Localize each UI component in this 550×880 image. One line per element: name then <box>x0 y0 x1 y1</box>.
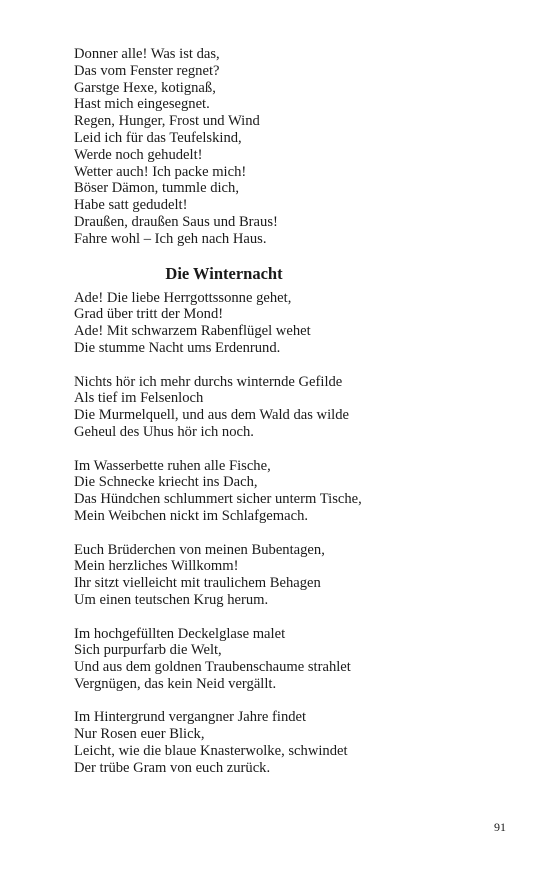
poem-line: Sich purpurfarb die Welt, <box>74 642 222 659</box>
poem-line: Wetter auch! Ich packe mich! <box>74 163 247 180</box>
poem-line: Ade! Die liebe Herrgottssonne gehet, <box>74 289 292 306</box>
poem-title: Die Winternacht <box>165 263 283 283</box>
poem-line: Leid ich für das Teufelskind, <box>74 129 242 146</box>
page-number: 91 <box>494 820 506 834</box>
intro-stanza <box>74 46 494 248</box>
poem-line: Der trübe Gram von euch zurück. <box>74 759 271 776</box>
poem-line: Werde noch gehudelt! <box>74 146 203 163</box>
poem-line: Vergnügen, das kein Neid vergällt. <box>74 675 277 692</box>
stanza <box>74 709 494 776</box>
poem-line: Ade! Mit schwarzem Rabenflügel wehet <box>74 323 311 340</box>
poem-line: Böser Dämon, tummle dich, <box>74 180 239 197</box>
poem-line: Das Hündchen schlummert sicher unterm Tische, <box>74 491 362 508</box>
stanza <box>74 626 494 693</box>
poem-line: Regen, Hunger, Frost und Wind <box>74 113 260 130</box>
poem-line: Die Schnecke kriecht ins Dach, <box>74 474 258 491</box>
stanza <box>74 290 494 357</box>
poem-line: Das vom Fenster regnet? <box>74 62 220 79</box>
poem-line: Als tief im Felsenloch <box>74 390 204 407</box>
poem-line: Ihr sitzt vielleicht mit traulichem Behagen <box>74 575 321 592</box>
poem-line: Hast mich eingesegnet. <box>74 96 210 113</box>
poem-line: Im Hintergrund vergangner Jahre findet <box>74 709 307 726</box>
poem-line: Grad über tritt der Mond! <box>74 306 224 323</box>
stanza <box>74 542 494 609</box>
poem-line: Garstge Hexe, kotignaß, <box>74 79 216 96</box>
stanza <box>74 374 494 441</box>
poem-line: Im hochgefüllten Deckelglase malet <box>74 625 286 642</box>
poem-line: Leicht, wie die blaue Knasterwolke, schwindet <box>74 743 348 760</box>
poem-line: Habe satt gedudelt! <box>74 197 188 214</box>
stanza <box>74 458 494 525</box>
poem-line: Und aus dem goldnen Traubenschaume strahlet <box>74 659 351 676</box>
poem-line: Mein Weibchen nickt im Schlafgemach. <box>74 507 309 524</box>
poem-line: Donner alle! Was ist das, <box>74 46 220 62</box>
poem-line: Mein herzliches Willkomm! <box>74 558 239 575</box>
poem-line: Die Murmelquell, und aus dem Wald das wilde <box>74 407 349 424</box>
poem-line: Draußen, draußen Saus und Braus! <box>74 213 278 230</box>
page-body <box>74 46 494 777</box>
poem-line: Um einen teutschen Krug herum. <box>74 591 269 608</box>
poem-line: Geheul des Uhus hör ich noch. <box>74 423 254 440</box>
poem-line: Im Wasserbette ruhen alle Fische, <box>74 457 271 474</box>
poem-line: Nichts hör ich mehr durchs winternde Gefilde <box>74 373 343 390</box>
poem-line: Nur Rosen euer Blick, <box>74 726 205 743</box>
poem-line: Die stumme Nacht ums Erdenrund. <box>74 339 281 356</box>
poem-line: Fahre wohl – Ich geh nach Haus. <box>74 230 267 247</box>
poem-line: Euch Brüderchen von meinen Bubentagen, <box>74 541 325 558</box>
